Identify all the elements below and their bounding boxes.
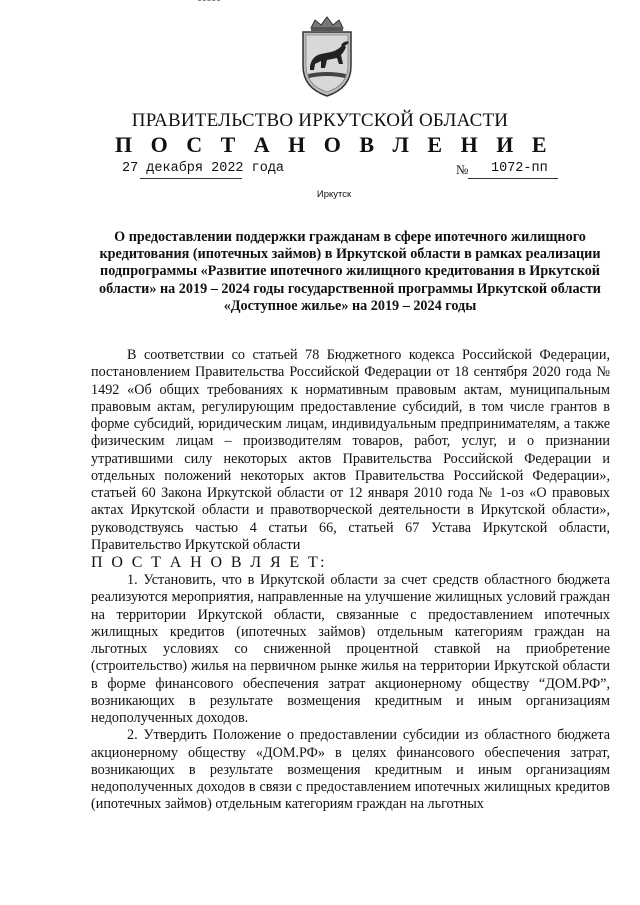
irkutsk-coat-of-arms-icon <box>297 14 357 98</box>
decree-heading: П О С Т А Н О В Л Я Е Т: <box>91 554 328 571</box>
number-underline <box>468 178 558 179</box>
government-name: ПРАВИТЕЛЬСТВО ИРКУТСКОЙ ОБЛАСТИ <box>131 110 509 131</box>
preamble-paragraph: В соответствии со статьей 78 Бюджетного кодекса Российской Федерации, постановлением Правительства Российской Федерации от 18 сентября 2020 года № 1492 «Об общих требованиях к нормативным правовым актам, муниципальным правовым актам, регулирующим предоставление субсидий, в том числе грантов в форме субсидий, юридическим лицам, индивидуальным предпринимателям, а также физическим лицам – производителям товаров, работ, услуг, и о признании утратившими силу некоторых актов Правительства Российской Федерации и отдельных положений некоторых актов Правительства Российской Федерации», статьей 60 Закона Иркутской области от 12 января 2010 года № 1-оз «О правовых актах Иркутской области и правотворческой деятельности в Иркутской области», руководствуясь частью 4 статьи 66, статьей 67 Устава Иркутской области, Правительство Иркутской области <box>91 347 610 553</box>
document-date: 27 декабря 2022 года <box>122 161 285 176</box>
document-body <box>91 347 610 814</box>
date-underline <box>140 178 242 179</box>
item-2-paragraph: 2. Утвердить Положение о предоставлении субсидии из областного бюджета акционерному обществу «ДОМ.РФ» в целях финансового обеспечения затрат, возникающих в результате возмещения кредитным и иным организациям недополученных доходов в связи с предоставлением ипотечных жилищных кредитов (ипотечных займов) отдельным категориям граждан на льготных <box>91 727 610 813</box>
item-1-paragraph: 1. Установить, что в Иркутской области за счет средств областного бюджета реализуются мероприятия, направленные на улучшение жилищных условий граждан на территории Иркутской области, связанные с предоставлением ипотечных жилищных кредитов (ипотечных займов) отдельным категориям граждан на льготных условиях со сниженной процентной ставкой на приобретение (строительство) жилья на первичном рынке жилья на территории Иркутской области в форме финансового обеспечения затрат акционерному обществу “ДОМ.РФ”, возникающих в результате возмещения кредитным и иным организациям недополученных доходов. <box>91 572 610 726</box>
document-type: П О С Т А Н О В Л Е Н И Е <box>114 132 554 157</box>
scan-mark <box>198 0 220 3</box>
document-city: Иркутск <box>316 189 352 200</box>
document-title: О предоставлении поддержки гражданам в сфере ипотечного жилищного кредитования (ипотечных займов) в Иркутской области в рамках реализации подпрограммы «Развитие ипотечного жилищного кредитования в Иркутской области» на 2019 – 2024 годы государственной программы Иркутской области «Доступное жилье» на 2019 – 2024 годы <box>99 229 601 314</box>
number-sign: № <box>456 162 469 177</box>
document-number: 1072-пп <box>491 161 548 176</box>
